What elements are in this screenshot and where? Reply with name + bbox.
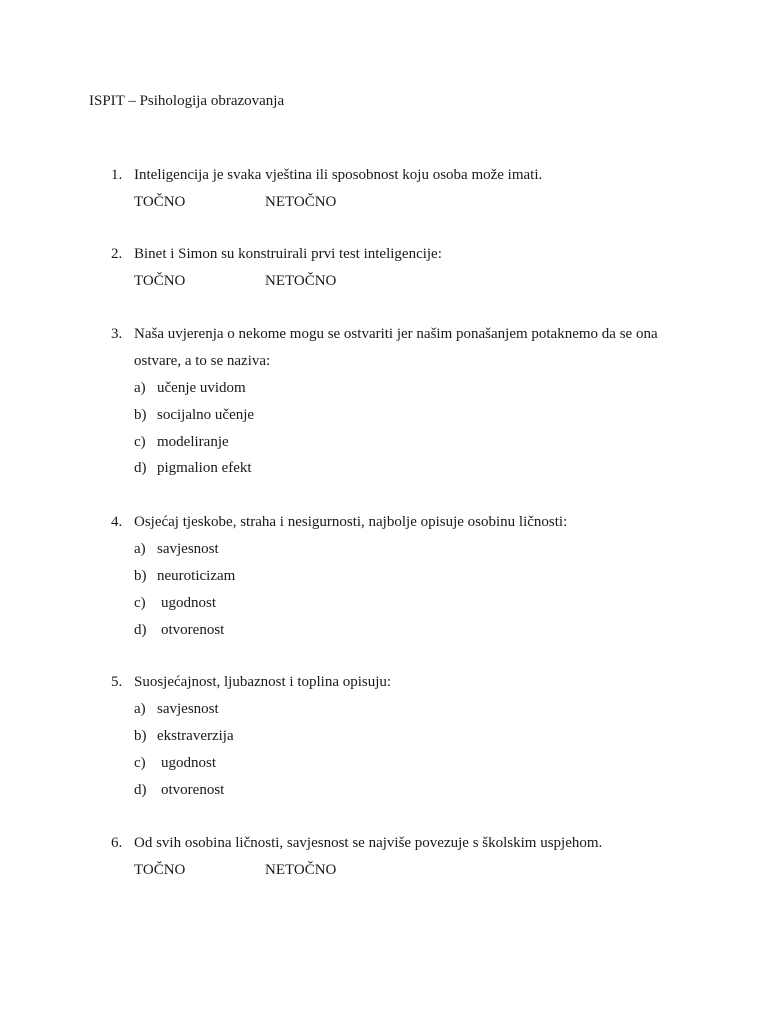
option-d[interactable]: pigmalion efekt: [157, 460, 252, 476]
answer-false[interactable]: NETOČNO: [265, 194, 337, 210]
option-b-letter: b): [134, 728, 147, 744]
option-d[interactable]: otvorenost: [161, 622, 225, 638]
answer-false[interactable]: NETOČNO: [265, 273, 337, 289]
option-b[interactable]: ekstraverzija: [157, 728, 234, 744]
question-number: 3.: [111, 326, 123, 342]
option-c[interactable]: modeliranje: [157, 434, 229, 450]
question-text: Suosjećajnost, ljubaznost i toplina opisuju:: [134, 674, 392, 690]
question-number: 4.: [111, 514, 123, 530]
question-text: Osjećaj tjeskobe, straha i nesigurnosti, najbolje opisuje osobinu ličnosti:: [134, 514, 568, 530]
option-d-letter: d): [134, 622, 147, 638]
option-b[interactable]: neuroticizam: [157, 568, 236, 584]
option-d-letter: d): [134, 782, 147, 798]
option-a[interactable]: savjesnost: [157, 701, 219, 717]
option-b-letter: b): [134, 407, 147, 423]
answer-true[interactable]: TOČNO: [134, 862, 186, 878]
option-c[interactable]: ugodnost: [161, 755, 217, 771]
option-c-letter: c): [134, 434, 146, 450]
option-b[interactable]: socijalno učenje: [157, 407, 255, 423]
option-b-letter: b): [134, 568, 147, 584]
question-text: Binet i Simon su konstruirali prvi test inteligencije:: [134, 246, 442, 262]
question-text-continued: ostvare, a to se naziva:: [134, 353, 271, 369]
option-d-letter: d): [134, 460, 147, 476]
question-number: 1.: [111, 167, 123, 183]
option-c-letter: c): [134, 755, 146, 771]
question-text: Od svih osobina ličnosti, savjesnost se najviše povezuje s školskim uspjehom.: [134, 835, 603, 851]
option-a[interactable]: učenje uvidom: [157, 380, 246, 396]
option-a-letter: a): [134, 380, 146, 396]
answer-false[interactable]: NETOČNO: [265, 862, 337, 878]
option-c-letter: c): [134, 595, 146, 611]
option-d[interactable]: otvorenost: [161, 782, 225, 798]
question-number: 6.: [111, 835, 123, 851]
question-text: Inteligencija je svaka vještina ili sposobnost koju osoba može imati.: [134, 167, 543, 183]
option-a-letter: a): [134, 541, 146, 557]
question-text: Naša uvjerenja o nekome mogu se ostvariti jer našim ponašanjem potaknemo da se ona: [134, 326, 658, 342]
page-title: ISPIT – Psihologija obrazovanja: [89, 93, 285, 109]
question-number: 2.: [111, 246, 123, 262]
answer-true[interactable]: TOČNO: [134, 273, 186, 289]
question-number: 5.: [111, 674, 123, 690]
option-a-letter: a): [134, 701, 146, 717]
option-c[interactable]: ugodnost: [161, 595, 217, 611]
option-a[interactable]: savjesnost: [157, 541, 219, 557]
answer-true[interactable]: TOČNO: [134, 194, 186, 210]
